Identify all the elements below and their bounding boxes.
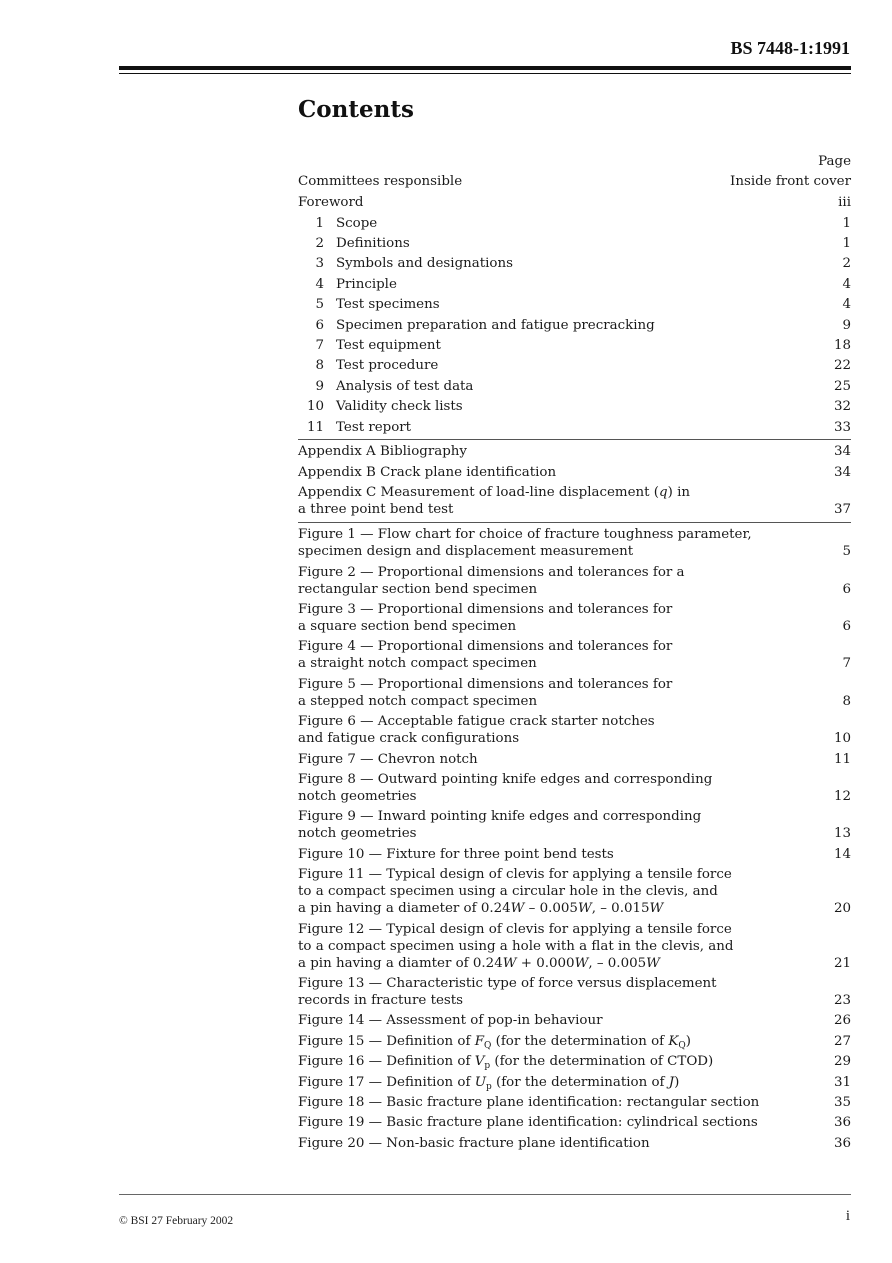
toc-entry-title: Committees responsible	[298, 174, 463, 189]
clause-number: 6	[315, 317, 324, 333]
toc-entry-title: Figure 6 — Acceptable fatigue crack starter notches and fatigue crack configurations	[298, 714, 655, 747]
clause-title: Test specimens	[336, 297, 440, 313]
toc-entry[interactable]	[298, 398, 851, 415]
toc-entry-page: Inside front cover	[730, 174, 851, 189]
toc-entry[interactable]	[298, 464, 851, 481]
clause-number: 5	[315, 297, 324, 313]
toc-entry[interactable]	[298, 484, 851, 518]
clause-number: 7	[315, 337, 324, 353]
clause-number: 10	[306, 399, 324, 415]
toc-entry-page: 14	[833, 846, 851, 862]
copyright-notice: © BSI 27 February 2002	[119, 1215, 234, 1227]
toc-entry-page: 37	[833, 502, 851, 518]
toc-entry-page: 2	[842, 256, 851, 272]
clause-title: Analysis of test data	[336, 378, 474, 394]
toc-entry-title: Figure 16 — Definition of $V_p$ (for the determination of CTOD)	[298, 1054, 714, 1072]
toc-entry[interactable]	[298, 866, 851, 917]
toc-entry-title	[298, 215, 830, 232]
toc-entry[interactable]	[298, 296, 851, 313]
toc-entry-page: 36	[833, 1115, 851, 1131]
toc-entry[interactable]	[298, 713, 851, 747]
toc-entry[interactable]	[298, 235, 851, 252]
toc-entry[interactable]	[298, 173, 851, 190]
toc-entry-title: Figure 14 — Assessment of pop-in behaviour	[298, 1013, 603, 1029]
toc-entry-page: 12	[833, 789, 851, 805]
toc-entry[interactable]	[298, 1094, 851, 1111]
toc-entry-page: 6	[842, 619, 851, 635]
toc-entry-title: Figure 19 — Basic fracture plane identification: cylindrical sections	[298, 1115, 758, 1131]
toc-entry-page: 35	[833, 1094, 851, 1110]
toc-entry[interactable]	[298, 337, 851, 354]
toc-entry-page: 21	[833, 955, 851, 971]
clause-number: 11	[306, 419, 324, 435]
toc-entry-page: 9	[842, 317, 851, 333]
toc-entry-title: Appendix C Measurement of load-line displacement (q) in a three point bend test	[298, 485, 690, 518]
clause-title: Test procedure	[336, 358, 439, 374]
toc-entry[interactable]	[298, 1033, 851, 1050]
toc-entry[interactable]	[298, 1074, 851, 1091]
toc-entry-page: 4	[842, 297, 851, 313]
clause-title: Scope	[336, 215, 378, 231]
toc-entry[interactable]	[298, 317, 851, 334]
clause-title: Principle	[336, 276, 397, 292]
toc-entry-title: Figure 10 — Fixture for three point bend tests	[298, 846, 614, 862]
toc-entry[interactable]	[298, 419, 851, 436]
toc-entry-page: 29	[833, 1054, 851, 1070]
toc-entry-page: 10	[833, 731, 851, 747]
toc-entry-page: 23	[833, 992, 851, 1008]
toc-entry-title	[298, 235, 830, 252]
toc-entry-page: 27	[833, 1033, 851, 1049]
toc-entry-title: Appendix A Bibliography	[298, 443, 467, 459]
footer-rule	[119, 1194, 851, 1195]
toc-entry[interactable]	[298, 564, 851, 598]
toc-entry-page: 1	[842, 215, 851, 231]
toc-entry-page: 13	[833, 826, 851, 842]
toc-entry-title	[298, 378, 822, 395]
clause-title: Definitions	[336, 235, 410, 251]
clause-number: 1	[315, 215, 324, 231]
toc-entry-page: 33	[833, 419, 851, 435]
toc-entry-title	[298, 255, 830, 272]
toc-entry-title: Figure 18 — Basic fracture plane identification: rectangular section	[298, 1094, 760, 1110]
clause-list	[298, 215, 851, 436]
toc-entry-title	[298, 276, 830, 293]
toc-entry-page: 26	[833, 1013, 851, 1029]
toc-entry-title: Figure 8 — Outward pointing knife edges and corresponding notch geometries	[298, 772, 713, 805]
toc-entry-title: Figure 5 — Proportional dimensions and tolerances for a stepped notch compact specimen	[298, 676, 673, 709]
toc-entry[interactable]	[298, 255, 851, 272]
toc-entry-title: Figure 1 — Flow chart for choice of fracture toughness parameter, specimen design and displacement measurement	[298, 527, 752, 560]
front-matter-list	[298, 173, 851, 211]
toc-entry-page: 22	[833, 358, 851, 374]
toc-entry[interactable]	[298, 526, 851, 560]
appendix-list	[298, 439, 851, 519]
toc-entry-page: 1	[842, 235, 851, 251]
toc-entry-page: 36	[833, 1135, 851, 1151]
toc-entry[interactable]	[298, 357, 851, 374]
toc-entry-page: 4	[842, 276, 851, 292]
contents-heading: Contents	[298, 96, 414, 123]
toc-entry-title: Figure 11 — Typical design of clevis for applying a tensile force to a compact specimen using a circular hole in the clevis, and a pin having a diameter of 0.24W – 0.005W, – 0.015W	[298, 867, 732, 917]
toc-entry[interactable]	[298, 638, 851, 672]
toc-entry-title: Figure 12 — Typical design of clevis for applying a tensile force to a compact specimen using a hole with a flat in the clevis, and a pin having a diamter of 0.24W + 0.000W, – 0.005W	[298, 921, 734, 971]
document-id: BS 7448-1:1991	[730, 38, 850, 58]
toc-entry-page: 25	[833, 378, 851, 394]
toc-entry[interactable]	[298, 443, 851, 460]
toc-entry-page: 5	[842, 544, 851, 560]
toc-entry[interactable]	[298, 975, 851, 1009]
toc-entry-title	[298, 296, 830, 313]
clause-number: 4	[315, 276, 324, 292]
clause-number: 8	[315, 358, 324, 374]
toc-entry[interactable]	[298, 276, 851, 293]
toc-entry-title	[298, 337, 822, 354]
figure-list	[298, 522, 851, 1151]
toc-entry-title: Figure 7 — Chevron notch	[298, 751, 478, 767]
toc-entry[interactable]	[298, 194, 851, 211]
toc-entry-title: Figure 3 — Proportional dimensions and tolerances for a square section bend specimen	[298, 602, 673, 635]
toc-entry[interactable]	[298, 751, 851, 768]
toc-entry-page: 32	[833, 399, 851, 415]
clause-number: 9	[315, 378, 324, 394]
toc-entry-title: Figure 13 — Characteristic type of force versus displacement records in fracture tests	[298, 975, 717, 1008]
toc-entry[interactable]	[298, 1135, 851, 1152]
toc-entry[interactable]	[298, 1114, 851, 1131]
clause-title: Specimen preparation and fatigue precracking	[336, 317, 655, 333]
toc-entry-page: 7	[842, 656, 851, 672]
page-column-label: Page	[818, 154, 851, 169]
toc-entry-title	[298, 357, 822, 374]
header-rule-thin	[119, 73, 851, 74]
toc-entry[interactable]	[298, 1053, 851, 1070]
toc-entry[interactable]	[298, 601, 851, 635]
toc-entry[interactable]	[298, 808, 851, 842]
toc-entry-page: 20	[833, 901, 851, 917]
toc-entry[interactable]	[298, 846, 851, 863]
table-of-contents	[298, 153, 851, 1155]
toc-entry-title: Figure 2 — Proportional dimensions and tolerances for a rectangular section bend specimen	[298, 564, 685, 597]
toc-entry[interactable]	[298, 215, 851, 232]
toc-entry-title: Figure 9 — Inward pointing knife edges and corresponding notch geometries	[298, 809, 702, 842]
toc-entry-page: 31	[833, 1074, 851, 1090]
clause-number: 3	[315, 256, 324, 272]
toc-entry[interactable]	[298, 921, 851, 972]
toc-entry-page: 11	[833, 751, 851, 767]
toc-entry-title: Figure 17 — Definition of $U_p$ (for the determination of J)	[298, 1074, 680, 1092]
toc-entry-title: Foreword	[298, 194, 364, 210]
toc-entry-page: 34	[833, 443, 851, 459]
toc-entry-page: 18	[833, 337, 851, 353]
toc-entry-page: 6	[842, 581, 851, 597]
toc-entry-title	[298, 317, 830, 334]
toc-entry-title: Appendix B Crack plane identification	[298, 464, 557, 480]
clause-title: Test equipment	[336, 337, 441, 353]
clause-title: Test report	[336, 419, 412, 435]
clause-title: Validity check lists	[336, 399, 463, 415]
toc-entry-page: 8	[842, 693, 851, 709]
toc-entry-page: iii	[838, 194, 851, 210]
toc-entry-title	[298, 398, 822, 415]
toc-entry[interactable]	[298, 1012, 851, 1029]
header-rule	[119, 66, 851, 70]
toc-entry-title: Figure 4 — Proportional dimensions and tolerances for a straight notch compact specimen	[298, 639, 673, 672]
toc-entry[interactable]	[298, 676, 851, 710]
clause-title: Symbols and designations	[336, 256, 513, 272]
page-folio: i	[845, 1208, 850, 1224]
toc-entry-title: Figure 20 — Non-basic fracture plane identification	[298, 1135, 650, 1151]
toc-entry-title	[298, 419, 822, 436]
clause-number: 2	[315, 235, 324, 251]
toc-entry-page: 34	[833, 464, 851, 480]
toc-entry-title: Figure 15 — Definition of $F_Q$ (for the determination of $K_Q$)	[298, 1033, 692, 1051]
toc-entry[interactable]	[298, 378, 851, 395]
toc-entry[interactable]	[298, 771, 851, 805]
